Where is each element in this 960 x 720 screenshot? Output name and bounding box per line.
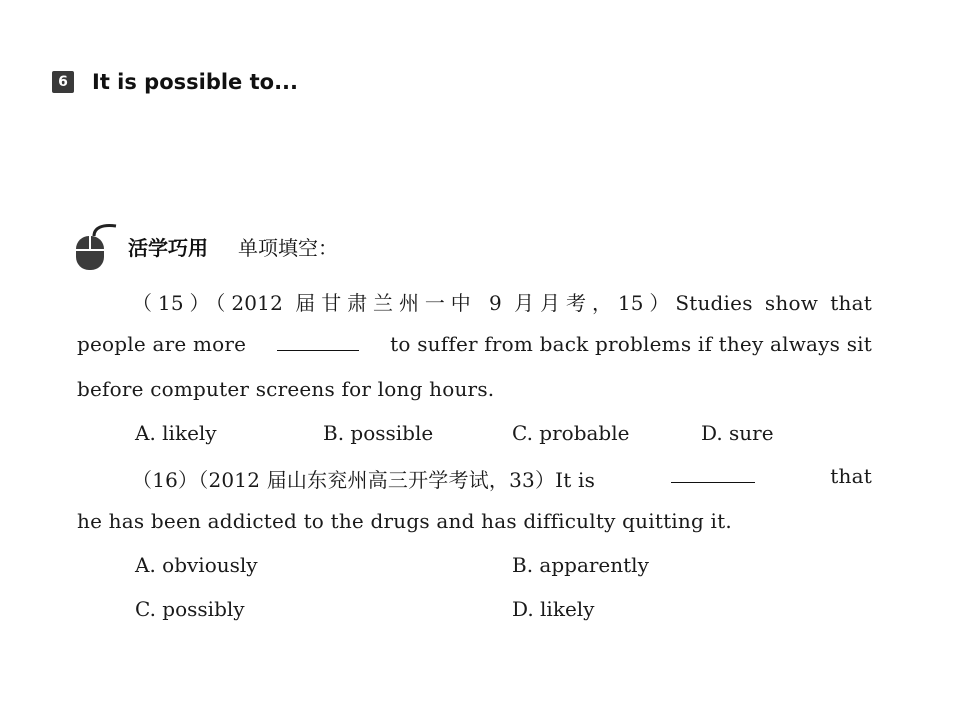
answer-blank <box>671 464 755 483</box>
q15-option-d: D. sure <box>701 421 774 445</box>
q16-line-1-end: that <box>830 464 872 488</box>
q15-option-a: A. likely <box>135 421 217 445</box>
q16-option-a: A. obviously <box>135 553 258 577</box>
q16-line-1-start: （16）（2012 届山东兖州高三开学考试，33）It is <box>132 468 596 492</box>
q16-line-1 <box>132 464 872 493</box>
answer-blank <box>277 332 359 351</box>
section-heading <box>52 70 298 94</box>
q15-option-b: B. possible <box>323 421 434 445</box>
number-badge: 6 <box>52 71 74 93</box>
section-title: 活学巧用 <box>128 236 208 260</box>
q15-line-2 <box>77 332 872 356</box>
q15-option-c: C. probable <box>512 421 630 445</box>
q16-option-b: B. apparently <box>512 553 649 577</box>
q15-line-3: before computer screens for long hours. <box>77 377 495 401</box>
q16-line-2: he has been addicted to the drugs and has difficulty quitting it. <box>77 509 732 533</box>
q16-option-d: D. likely <box>512 597 595 621</box>
section-subtitle: 单项填空： <box>238 236 338 260</box>
q15-line-2-end: to suffer from back problems if they always sit <box>390 332 872 356</box>
computer-mouse-icon <box>72 222 118 272</box>
section-label <box>128 232 338 261</box>
q16-option-c: C. possibly <box>135 597 245 621</box>
q15-line-1: （15）（2012 届甘肃兰州一中 9 月月考，15）Studies show that <box>132 291 872 315</box>
q15-line-2-start: people are more <box>77 332 247 356</box>
heading-text: It is possible to... <box>92 70 299 94</box>
